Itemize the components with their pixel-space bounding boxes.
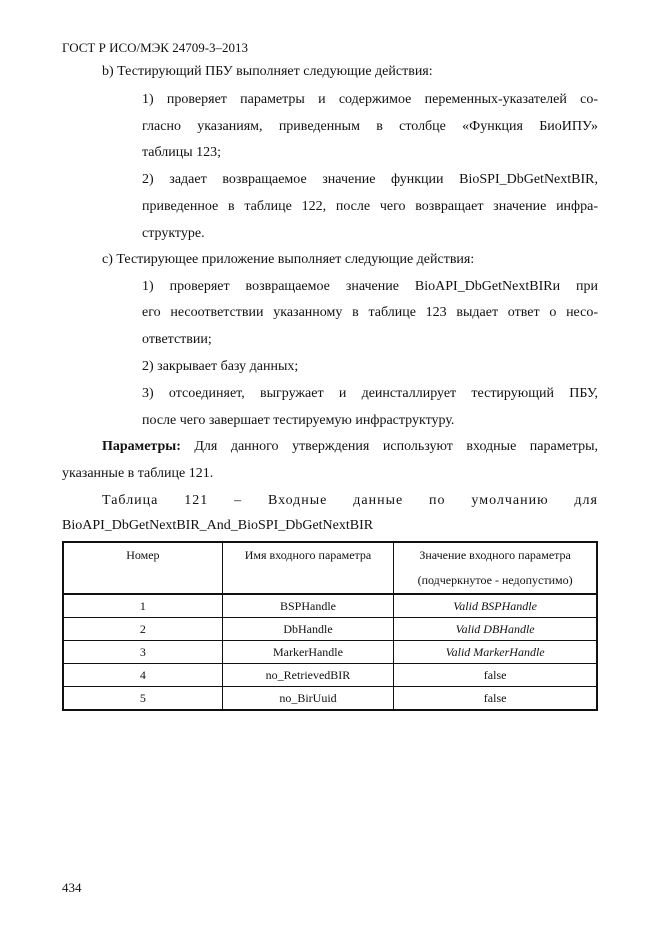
page-number: 434 bbox=[62, 880, 82, 895]
cell-number: 2 bbox=[63, 618, 222, 641]
document-header: ГОСТ Р ИСО/МЭК 24709-3–2013 bbox=[62, 40, 249, 55]
cell-param-value: false bbox=[394, 664, 597, 687]
parameters-label: Параметры: bbox=[102, 439, 181, 454]
input-parameters-table bbox=[62, 541, 598, 711]
cell-number: 5 bbox=[63, 687, 222, 711]
item-c1-line3: ответствии; bbox=[142, 332, 212, 347]
cell-param-value: Valid BSPHandle bbox=[394, 594, 597, 618]
cell-param-name: BSPHandle bbox=[222, 594, 393, 618]
item-b1-line3: таблицы 123; bbox=[142, 145, 222, 160]
item-c1-line2: его несоответствии указанному в таблице 123 выдает ответ о несо- bbox=[142, 305, 598, 320]
table-row bbox=[63, 618, 597, 641]
item-c1-line1: 1) проверяет возвращаемое значение BioAPI_DbGetNextBIRи при bbox=[142, 279, 598, 294]
item-b2-line3: структуре. bbox=[142, 226, 205, 241]
cell-param-name: MarkerHandle bbox=[222, 641, 393, 664]
table-row bbox=[63, 687, 597, 711]
parameters-line2: указанные в таблице 121. bbox=[62, 466, 214, 481]
header-param-name: Имя входного параметра bbox=[222, 542, 393, 594]
item-c-intro: c) Тестирующее приложение выполняет следующие действия: bbox=[102, 252, 475, 267]
cell-param-name: no_RetrievedBIR bbox=[222, 664, 393, 687]
header-number: Номер bbox=[63, 542, 222, 594]
table-caption-line2: BioAPI_DbGetNextBIR_And_BioSPI_DbGetNextBIR bbox=[62, 518, 374, 533]
cell-param-value: Valid DBHandle bbox=[394, 618, 597, 641]
item-b2-line2: приведенное в таблице 122, после чего возвращает значение инфра- bbox=[142, 199, 598, 214]
table-row bbox=[63, 664, 597, 687]
table-header-row bbox=[63, 542, 597, 594]
table-row bbox=[63, 594, 597, 618]
table-row bbox=[63, 641, 597, 664]
item-b2-line1: 2) задает возвращаемое значение функции BioSPI_DbGetNextBIR, bbox=[142, 172, 598, 187]
cell-number: 3 bbox=[63, 641, 222, 664]
item-b1-line1: 1) проверяет параметры и содержимое переменных-указателей со- bbox=[142, 92, 598, 107]
header-param-value: Значение входного параметра (подчеркнутое - недопустимо) bbox=[394, 542, 597, 594]
cell-param-value: Valid MarkerHandle bbox=[394, 641, 597, 664]
item-c3-line2: после чего завершает тестируемую инфраструктуру. bbox=[142, 413, 455, 428]
cell-param-name: no_BirUuid bbox=[222, 687, 393, 711]
item-c2-line1: 2) закрывает базу данных; bbox=[142, 359, 299, 374]
parameters-line1 bbox=[102, 439, 598, 455]
cell-param-name: DbHandle bbox=[222, 618, 393, 641]
cell-number: 1 bbox=[63, 594, 222, 618]
item-c3-line1: 3) отсоединяет, выгружает и деинсталлирует тестирующий ПБУ, bbox=[142, 386, 598, 401]
table-caption-line1: Таблица 121 – Входные данные по умолчанию для bbox=[102, 493, 598, 508]
cell-param-value: false bbox=[394, 687, 597, 711]
parameters-text: Для данного утверждения используют входные параметры, bbox=[180, 439, 598, 454]
cell-number: 4 bbox=[63, 664, 222, 687]
item-b1-line2: гласно указаниям, приведенным в столбце «Функция БиоИПУ» bbox=[142, 119, 598, 134]
item-b-intro: b) Тестирующий ПБУ выполняет следующие действия: bbox=[102, 64, 433, 79]
